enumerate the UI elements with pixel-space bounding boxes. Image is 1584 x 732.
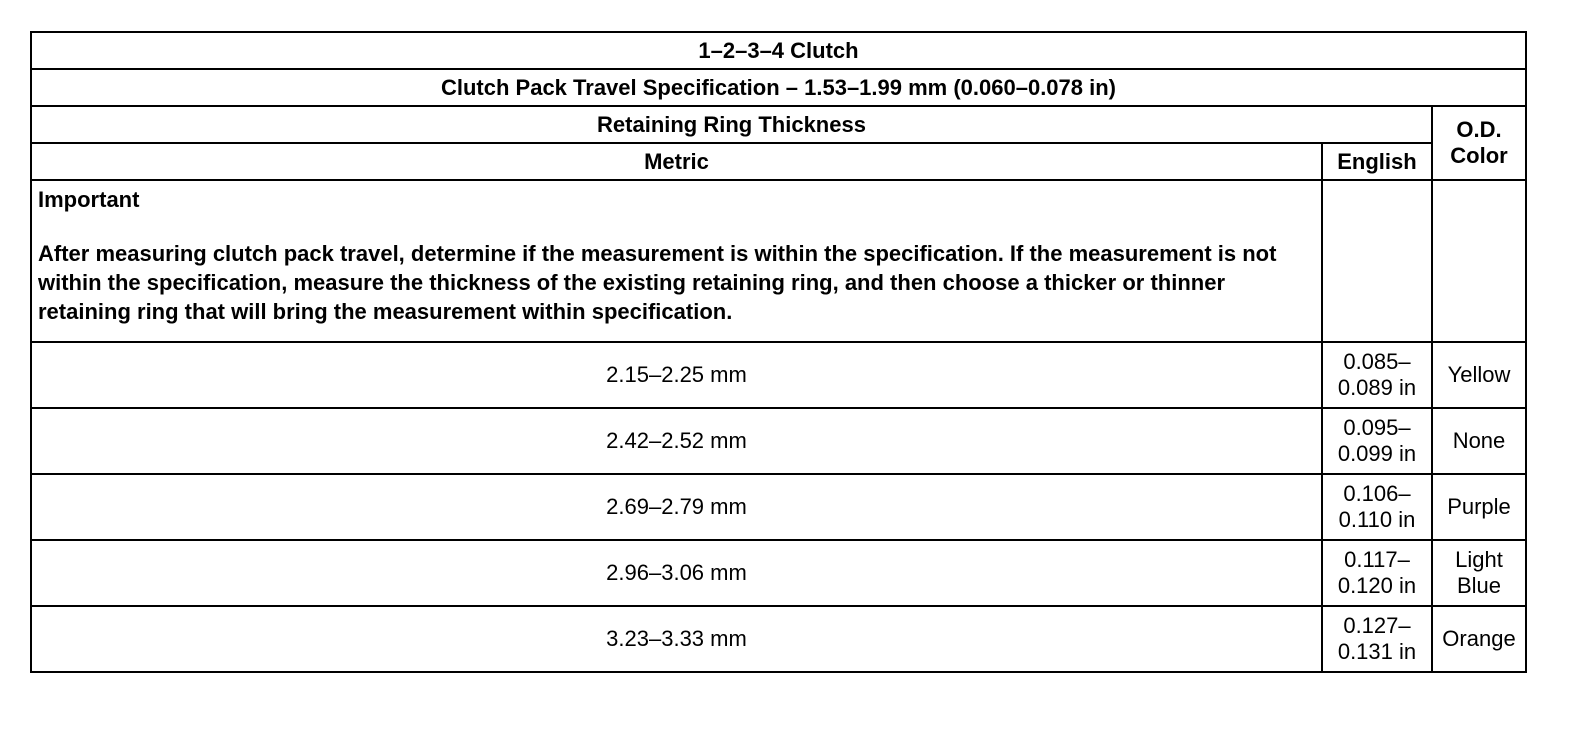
table-title: 1–2–3–4 Clutch: [31, 32, 1526, 69]
od-color-value: None: [1432, 408, 1526, 474]
metric-value: 2.96–3.06 mm: [31, 540, 1322, 606]
important-note-title: Important: [38, 187, 140, 212]
english-value: 0.117– 0.120 in: [1322, 540, 1432, 606]
od-color-header-line2: Color: [1450, 143, 1508, 168]
column-header-english: English: [1322, 143, 1432, 180]
travel-specification: Clutch Pack Travel Specification – 1.53–1.99 mm (0.060–0.078 in): [31, 69, 1526, 106]
od-color-value: Yellow: [1432, 342, 1526, 408]
metric-value: 2.69–2.79 mm: [31, 474, 1322, 540]
important-note: [31, 180, 1322, 342]
metric-value: 2.42–2.52 mm: [31, 408, 1322, 474]
od-color-header-line1: O.D.: [1456, 117, 1502, 142]
empty-cell: [1322, 180, 1432, 342]
metric-value: 3.23–3.33 mm: [31, 606, 1322, 672]
od-color-value: Orange: [1432, 606, 1526, 672]
table-row: [31, 606, 1526, 672]
group-header-retaining-ring-thickness: Retaining Ring Thickness: [31, 106, 1432, 143]
column-header-metric: Metric: [31, 143, 1322, 180]
important-note-text: After measuring clutch pack travel, determine if the measurement is within the specification. If the measurement is not within the specification, measure the thickness of the existing retaining ring, and then choose a thicker or thinner retaining ring that will bring the measurement within specification.: [38, 241, 1277, 324]
english-value: 0.106– 0.110 in: [1322, 474, 1432, 540]
table-row: [31, 408, 1526, 474]
retaining-ring-spec-table: [30, 31, 1527, 673]
empty-cell: [1432, 180, 1526, 342]
english-value: 0.127– 0.131 in: [1322, 606, 1432, 672]
od-color-value: Purple: [1432, 474, 1526, 540]
table-row: [31, 474, 1526, 540]
table-row: [31, 342, 1526, 408]
english-value: 0.095– 0.099 in: [1322, 408, 1432, 474]
table-row: [31, 540, 1526, 606]
english-value: 0.085– 0.089 in: [1322, 342, 1432, 408]
metric-value: 2.15–2.25 mm: [31, 342, 1322, 408]
od-color-value: Light Blue: [1432, 540, 1526, 606]
column-header-od-color: [1432, 106, 1526, 180]
